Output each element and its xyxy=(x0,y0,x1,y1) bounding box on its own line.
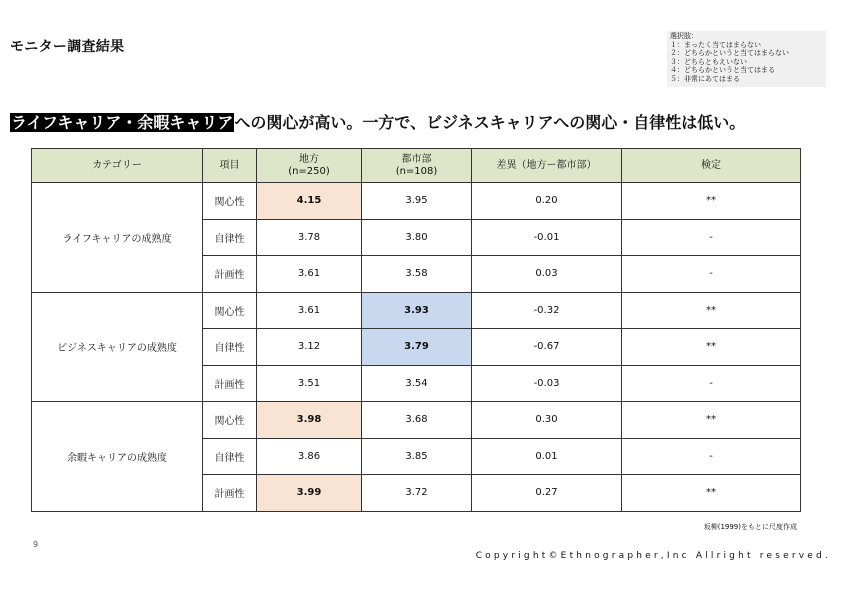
source-note: 坂柳(1999)をもとに尺度作成 xyxy=(703,523,797,531)
urban-cell: 3.54 xyxy=(362,365,472,402)
legend-heading: 選択肢： xyxy=(670,32,698,40)
urban-cell: 3.85 xyxy=(362,438,472,475)
test-cell: ** xyxy=(622,402,801,439)
urban-cell: 3.80 xyxy=(362,219,472,256)
item-cell: 自律性 xyxy=(203,329,257,366)
header-local-n: (n=250) xyxy=(288,165,330,177)
diff-cell: 0.20 xyxy=(472,183,622,220)
item-cell: 計画性 xyxy=(203,365,257,402)
page-title: モニター調査結果 xyxy=(10,39,125,55)
headline-rest: への関心が高い。一方で、ビジネスキャリアへの関心・自律性は低い。 xyxy=(234,113,746,132)
diff-cell: 0.27 xyxy=(472,475,622,512)
legend-item: １：まったく当てはまらない xyxy=(670,40,761,49)
legend-item: ３：どちらともえいない xyxy=(670,57,747,66)
diff-cell: -0.67 xyxy=(472,329,622,366)
local-cell: 3.78 xyxy=(257,219,362,256)
local-cell: 3.12 xyxy=(257,329,362,366)
header-diff: 差異（地方ー都市部） xyxy=(472,149,622,183)
headline-highlight: ライフキャリア・余暇キャリア xyxy=(11,113,234,132)
table-header-row xyxy=(32,149,801,183)
header-urban-n: (n=108) xyxy=(395,165,438,177)
answer-scale-legend xyxy=(667,31,826,87)
urban-cell: 3.93 xyxy=(362,292,472,329)
local-cell: 3.98 xyxy=(257,402,362,439)
test-cell: ** xyxy=(622,475,801,512)
local-cell: 3.51 xyxy=(257,365,362,402)
urban-cell: 3.95 xyxy=(362,183,472,220)
item-cell: 関心性 xyxy=(203,402,257,439)
header-test: 検定 xyxy=(622,149,801,183)
test-cell: ** xyxy=(622,292,801,329)
copyright-notice: Copyright©Ethnographer,Inc Allright reserved. xyxy=(475,551,831,561)
headline xyxy=(10,110,745,133)
local-cell: 3.61 xyxy=(257,256,362,293)
category-cell: ライフキャリアの成熟度 xyxy=(32,183,203,293)
local-cell: 4.15 xyxy=(257,183,362,220)
diff-cell: -0.03 xyxy=(472,365,622,402)
urban-cell: 3.58 xyxy=(362,256,472,293)
table-row xyxy=(32,292,801,329)
diff-cell: 0.01 xyxy=(472,438,622,475)
diff-cell: -0.01 xyxy=(472,219,622,256)
diff-cell: 0.03 xyxy=(472,256,622,293)
header-urban xyxy=(362,149,472,183)
test-cell: ** xyxy=(622,329,801,366)
test-cell: - xyxy=(622,365,801,402)
item-cell: 自律性 xyxy=(203,438,257,475)
legend-item: ５：非常にあてはまる xyxy=(670,74,740,83)
test-cell: - xyxy=(622,438,801,475)
diff-cell: -0.32 xyxy=(472,292,622,329)
header-urban-label: 都市部 xyxy=(401,153,432,165)
category-cell: 余暇キャリアの成熟度 xyxy=(32,402,203,512)
local-cell: 3.61 xyxy=(257,292,362,329)
test-cell: - xyxy=(622,256,801,293)
header-local-label: 地方 xyxy=(299,153,319,165)
local-cell: 3.86 xyxy=(257,438,362,475)
results-table xyxy=(31,148,801,512)
item-cell: 自律性 xyxy=(203,219,257,256)
header-item: 項目 xyxy=(203,149,257,183)
table-row xyxy=(32,402,801,439)
page-number: 9 xyxy=(33,540,39,549)
legend-item: ４：どちらかというと当てはまる xyxy=(670,66,775,75)
header-category: カテゴリー xyxy=(32,149,203,183)
legend-item: ２：どちらかというと当てはまらない xyxy=(670,49,789,58)
item-cell: 関心性 xyxy=(203,183,257,220)
test-cell: ** xyxy=(622,183,801,220)
item-cell: 計画性 xyxy=(203,475,257,512)
table-row xyxy=(32,183,801,220)
urban-cell: 3.72 xyxy=(362,475,472,512)
category-cell: ビジネスキャリアの成熟度 xyxy=(32,292,203,402)
urban-cell: 3.79 xyxy=(362,329,472,366)
header-local xyxy=(257,149,362,183)
urban-cell: 3.68 xyxy=(362,402,472,439)
local-cell: 3.99 xyxy=(257,475,362,512)
item-cell: 計画性 xyxy=(203,256,257,293)
item-cell: 関心性 xyxy=(203,292,257,329)
test-cell: - xyxy=(622,219,801,256)
diff-cell: 0.30 xyxy=(472,402,622,439)
